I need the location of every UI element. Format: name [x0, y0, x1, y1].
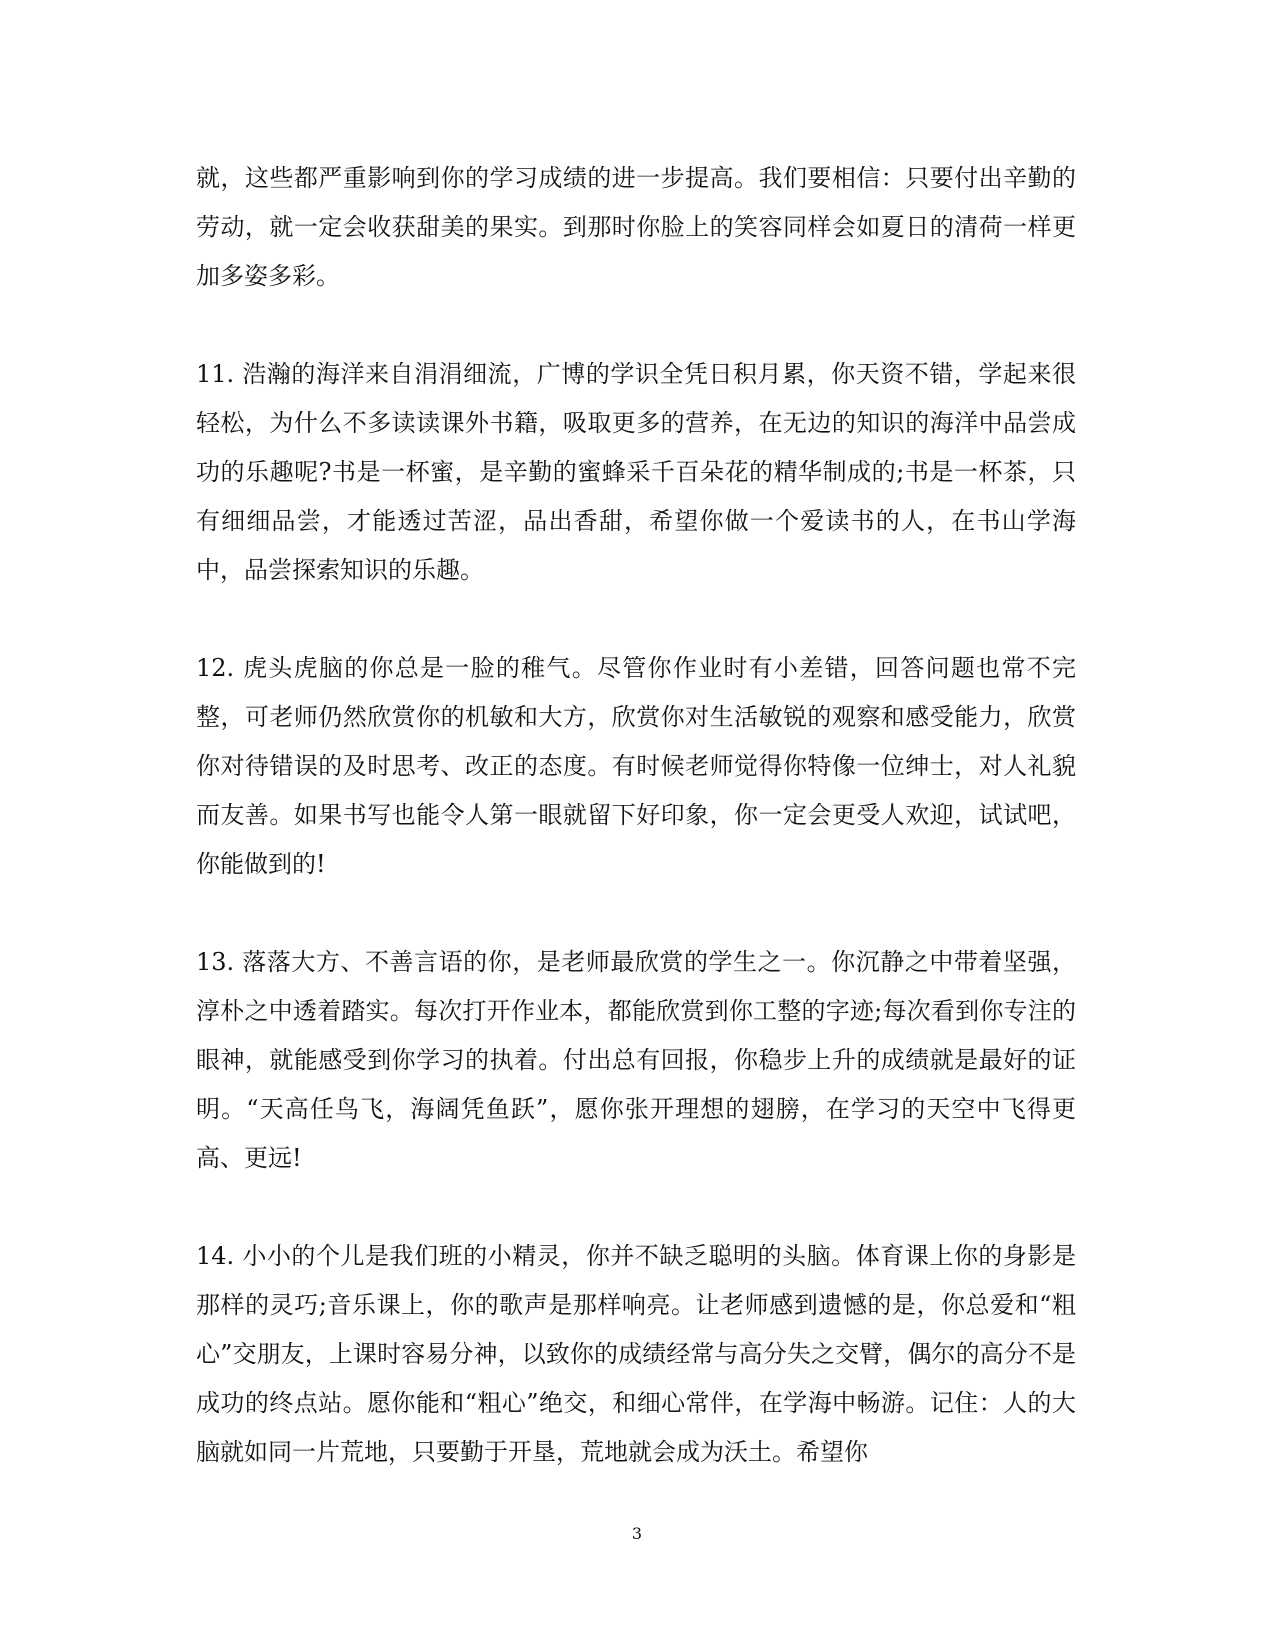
page-number: 3 — [631, 1524, 643, 1543]
paragraph-continuation: 就，这些都严重影响到你的学习成绩的进一步提高。我们要相信：只要付出辛勤的劳动，就一定会收获甜美的果实。到那时你脸上的笑容同样会如夏日的清荷一样更加多姿多彩。 — [196, 164, 1076, 290]
paragraph-item-13: 13. 落落大方、不善言语的你，是老师最欣赏的学生之一。你沉静之中带着坚强，淳朴之中透着踏实。每次打开作业本，都能欣赏到你工整的字迹;每次看到你专注的眼神，就能感受到你学习的执着。付出总有回报，你稳步上升的成绩就是最好的证明。“天高任鸟飞，海阔凭鱼跃”，愿你张开理想的翅膀，在学习的天空中飞得更高、更远! — [196, 948, 1076, 1172]
paragraph-item-12: 12. 虎头虎脑的你总是一脸的稚气。尽管你作业时有小差错，回答问题也常不完整，可老师仍然欣赏你的机敏和大方，欣赏你对生活敏锐的观察和感受能力，欣赏你对待错误的及时思考、改正的态度。有时候老师觉得你特像一位绅士，对人礼貌而友善。如果书写也能令人第一眼就留下好印象，你一定会更受人欢迎，试试吧，你能做到的! — [196, 654, 1076, 878]
document-body — [196, 154, 1076, 1477]
paragraph-item-14: 14. 小小的个儿是我们班的小精灵，你并不缺乏聪明的头脑。体育课上你的身影是那样的灵巧;音乐课上，你的歌声是那样响亮。让老师感到遗憾的是，你总爱和“粗心”交朋友，上课时容易分神，以致你的成绩经常与高分失之交臂，偶尔的高分不是成功的终点站。愿你能和“粗心”绝交，和细心常伴，在学海中畅游。记住：人的大脑就如同一片荒地，只要勤于开垦，荒地就会成为沃土。希望你 — [196, 1242, 1076, 1466]
paragraph-item-11: 11. 浩瀚的海洋来自涓涓细流，广博的学识全凭日积月累，你天资不错，学起来很轻松，为什么不多读读课外书籍，吸取更多的营养，在无边的知识的海洋中品尝成功的乐趣呢?书是一杯蜜，是辛勤的蜜蜂采千百朵花的精华制成的;书是一杯茶，只有细细品尝，才能透过苦涩，品出香甜，希望你做一个爱读书的人，在书山学海中，品尝探索知识的乐趣。 — [196, 360, 1076, 584]
